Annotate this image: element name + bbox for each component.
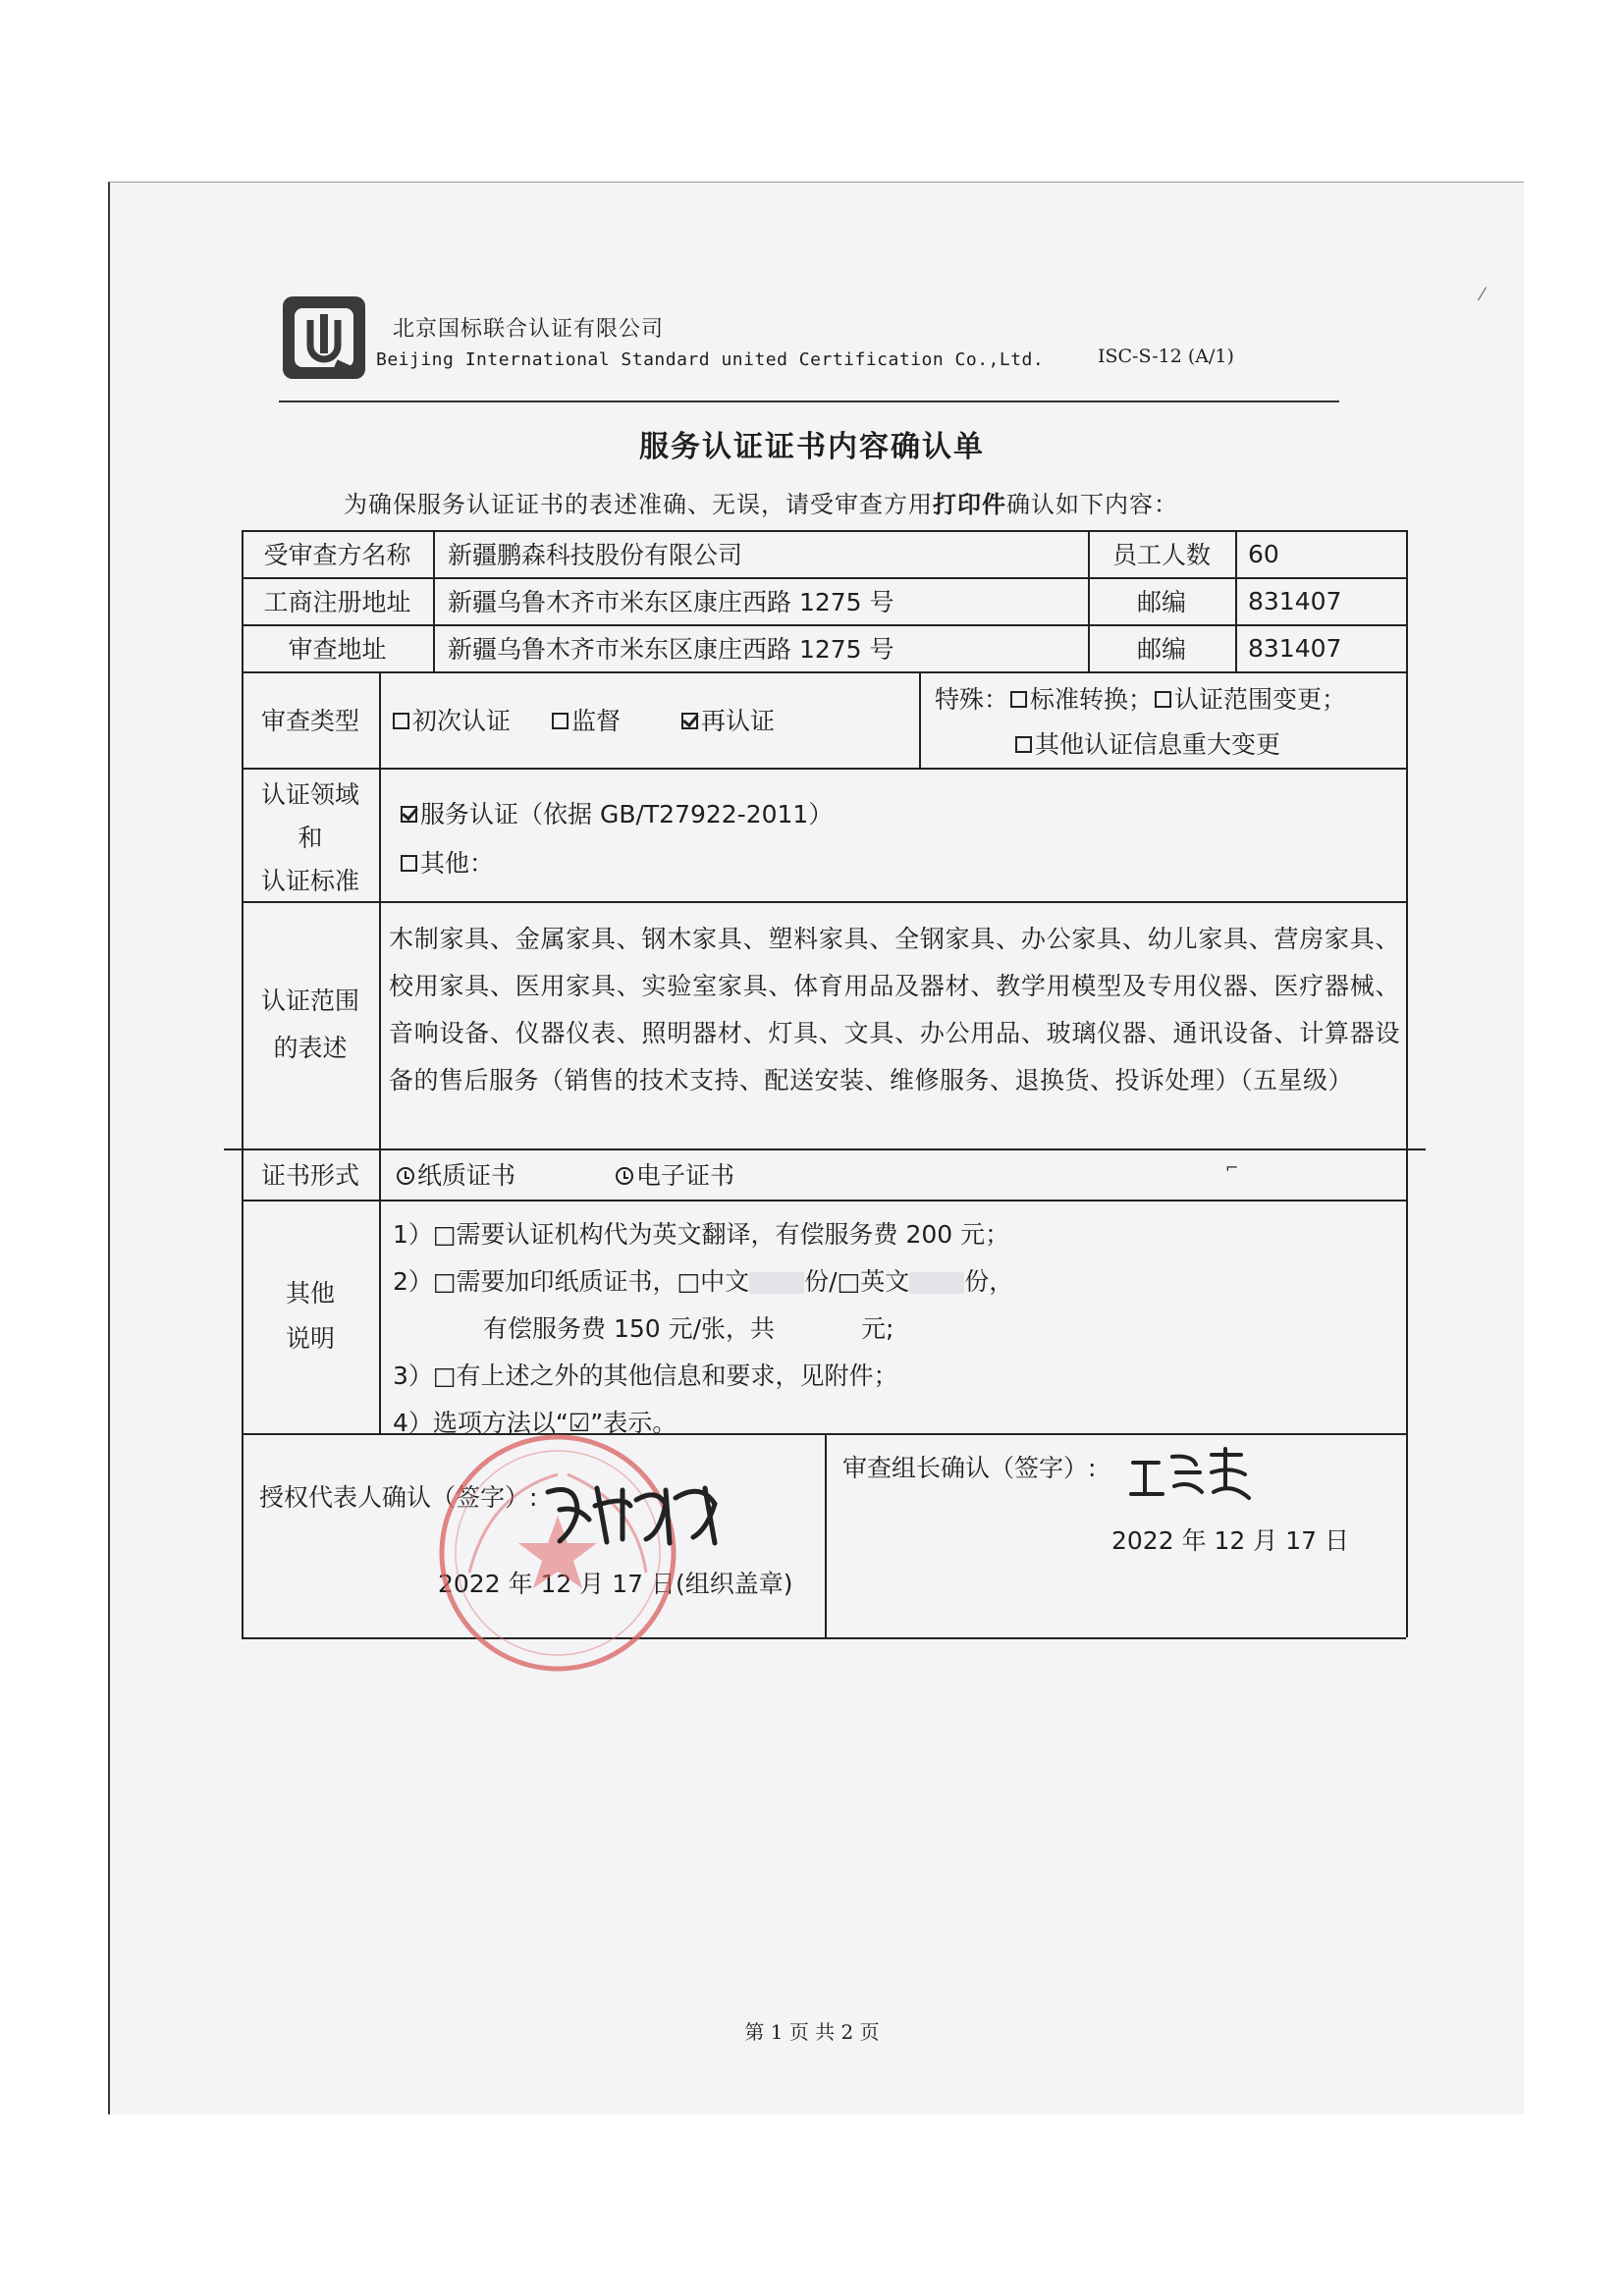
option-recert: 再认证 bbox=[701, 707, 776, 735]
col-line bbox=[379, 671, 381, 1433]
auditee-label: 受审查方名称 bbox=[263, 541, 411, 569]
scope-label-line: 认证范围 bbox=[260, 987, 359, 1015]
note-item-3: 3）□有上述之外的其他信息和要求，见附件； bbox=[393, 1362, 898, 1390]
field-label bbox=[242, 775, 379, 901]
col-line bbox=[1235, 530, 1237, 671]
col-line bbox=[919, 671, 921, 768]
audit-type-label: 审查类型 bbox=[260, 707, 359, 735]
special-row-2 bbox=[1013, 722, 1406, 764]
field-other bbox=[399, 842, 1380, 881]
notes-label-line: 其他 bbox=[285, 1279, 335, 1308]
company-name-en: Beijing International Standard united Certification Co.,Ltd. bbox=[376, 349, 1045, 370]
representative-signature bbox=[538, 1470, 754, 1549]
audit-address-value: 新疆乌鲁木齐市米东区康庄西路 1275 号 bbox=[448, 635, 894, 664]
checkbox-icon[interactable] bbox=[393, 713, 409, 729]
row-line bbox=[242, 901, 1406, 903]
field-label-line: 认证标准 bbox=[260, 867, 359, 895]
employees-label: 员工人数 bbox=[1111, 541, 1211, 569]
scope-text: 木制家具、金属家具、钢木家具、塑料家具、全钢家具、办公家具、幼儿家具、营房家具、校用家具、医用家具、实验室家具、体育用品及器材、教学用模型及专用仪器、医疗器械、音响设备、仪器仪表、照明器材、灯具、文具、办公用品、玻璃仪器、通讯设备、计算器设备的售后服务（销售的技术支持、配送安装、维修服务、退换货、投诉处理）（五星级） bbox=[389, 925, 1400, 1095]
header-divider bbox=[279, 400, 1339, 402]
notes-label-line: 说明 bbox=[285, 1324, 335, 1353]
field-service-text: 服务认证（依据 GB/T27922-2011） bbox=[420, 800, 834, 828]
scope-label-line: 的表述 bbox=[273, 1034, 348, 1062]
scope-label bbox=[242, 901, 379, 1148]
leader-signature bbox=[1127, 1443, 1265, 1512]
postcode-label: 邮编 bbox=[1136, 635, 1186, 664]
note-item-2 bbox=[393, 1262, 1013, 1298]
checkbox-icon[interactable] bbox=[1015, 736, 1032, 753]
checkbox-icon[interactable] bbox=[1155, 691, 1171, 708]
company-name-cn: 北京国标联合认证有限公司 bbox=[393, 317, 665, 342]
checked-checkbox-icon[interactable] bbox=[401, 806, 417, 823]
audit-type-options bbox=[391, 671, 911, 768]
option-initial: 初次认证 bbox=[412, 707, 512, 735]
col-line bbox=[1406, 530, 1408, 1637]
note-text: 份， bbox=[964, 1267, 1014, 1296]
row-line bbox=[242, 768, 1406, 770]
col-line bbox=[433, 530, 435, 671]
field-label-line: 认证领域 bbox=[260, 780, 359, 809]
rep-sign-label: 授权代表人确认（签字）: bbox=[259, 1483, 538, 1512]
notes-label bbox=[242, 1200, 379, 1433]
note-text: 2）□需要加印纸质证书，□中文 bbox=[393, 1267, 750, 1296]
checked-checkbox-icon[interactable] bbox=[681, 713, 698, 729]
document-title: 服务认证证书内容确认单 bbox=[639, 430, 985, 464]
note-item-2-fee bbox=[483, 1309, 893, 1345]
field-service bbox=[399, 793, 1380, 832]
selected-radio-icon[interactable] bbox=[616, 1167, 633, 1185]
option-standard-transfer: 标准转换； bbox=[1030, 685, 1154, 714]
special-label: 特殊： bbox=[935, 685, 1009, 714]
postcode-label: 邮编 bbox=[1136, 588, 1186, 616]
reg-address-label: 工商注册地址 bbox=[263, 588, 411, 616]
reg-address-value: 新疆乌鲁木齐市米东区康庄西路 1275 号 bbox=[448, 588, 894, 616]
note-item-1: 1）□需要认证机构代为英文翻译，有偿服务费 200 元； bbox=[393, 1220, 1010, 1249]
audit-address-label: 审查地址 bbox=[288, 635, 387, 664]
employees-value: 60 bbox=[1248, 539, 1279, 568]
option-other-change: 其他认证信息重大变更 bbox=[1035, 730, 1281, 759]
note-text: 有偿服务费 150 元/张，共 bbox=[483, 1314, 776, 1343]
selected-radio-icon[interactable] bbox=[397, 1167, 414, 1185]
field-label-line: 和 bbox=[298, 824, 323, 852]
rep-sign-date: 2022 年 12 月 17 日(组织盖章) bbox=[438, 1570, 793, 1598]
organization-seal-stamp bbox=[430, 1425, 685, 1681]
blank-field[interactable] bbox=[909, 1272, 964, 1294]
scan-mark: ⁄ bbox=[1481, 285, 1485, 305]
option-scope-change: 认证范围变更； bbox=[1174, 685, 1347, 714]
blank-field[interactable] bbox=[749, 1272, 804, 1294]
checkbox-icon[interactable] bbox=[401, 855, 417, 872]
auditee-value: 新疆鹏森科技股份有限公司 bbox=[448, 541, 743, 569]
note-text: 份/□英文 bbox=[804, 1267, 910, 1296]
cert-form-options bbox=[397, 1148, 1280, 1200]
scan-mark: ⌐ bbox=[1225, 1158, 1239, 1177]
col-line bbox=[825, 1433, 827, 1637]
company-logo-icon bbox=[281, 294, 367, 381]
note-item-4: 4）选项方法以“☑”表示。 bbox=[393, 1409, 677, 1437]
special-row-1 bbox=[935, 677, 1406, 719]
leader-sign-label: 审查组长确认（签字）: bbox=[842, 1454, 1097, 1482]
field-other-text: 其他： bbox=[420, 849, 495, 878]
option-surveillance: 监督 bbox=[571, 707, 622, 735]
option-paper: 纸质证书 bbox=[417, 1161, 516, 1190]
intro-text: 为确保服务认证证书的表述准确、无误，请受审查方用打印件确认如下内容： bbox=[344, 491, 1178, 518]
note-text: 元; bbox=[861, 1314, 894, 1343]
postcode-value: 831407 bbox=[1248, 633, 1342, 663]
cert-form-label: 证书形式 bbox=[260, 1161, 359, 1190]
checkbox-icon[interactable] bbox=[1010, 691, 1027, 708]
page-footer: 第 1 页 共 2 页 bbox=[744, 2020, 880, 2044]
option-electronic: 电子证书 bbox=[636, 1161, 735, 1190]
postcode-value: 831407 bbox=[1248, 586, 1342, 615]
leader-sign-date: 2022 年 12 月 17 日 bbox=[1111, 1526, 1349, 1555]
row-line bbox=[242, 1200, 1406, 1201]
checkbox-icon[interactable] bbox=[552, 713, 568, 729]
form-code: ISC-S-12 (A/1) bbox=[1098, 346, 1234, 367]
row-line bbox=[242, 1637, 1406, 1639]
